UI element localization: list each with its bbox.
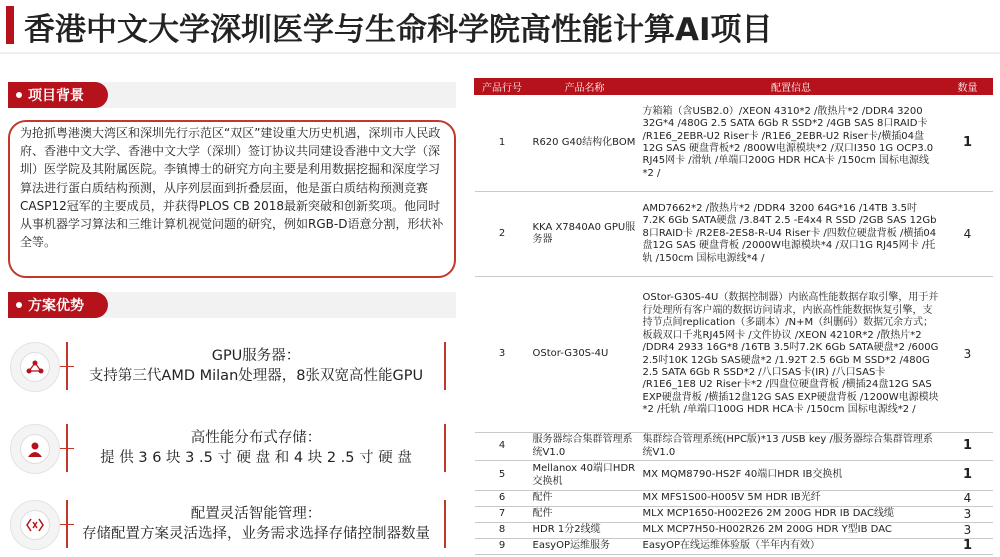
advantage-desc: 支持第三代AMD Milan处理器，8张双宽高性能GPU [88,368,424,384]
cell-qty: 1 [943,95,993,192]
cell-config: MLX MCP1650-H002E26 2M 200G HDR IB DAC线缆 [640,507,943,523]
cell-index: 2 [475,192,530,277]
advantage-flexible-management [6,496,454,554]
cell-config: MX MQM8790-HS2F 40端口HDR IB交换机 [640,461,943,491]
cell-index: 4 [475,433,530,461]
header-product-name: 产品名称 [530,79,640,95]
cell-config: EasyOP在线运维体验版（半年内有效） [640,539,943,555]
cell-name: HDR 1分2线缆 [530,523,640,539]
table-row [475,277,993,433]
cell-config: 集群综合管理系统(HPC版)*13 /USB key /服务器综合集群管理系统V1.0 [640,433,943,461]
cell-index: 6 [475,491,530,507]
section-heading-text: 项目背景 [28,88,84,104]
advantage-text-box [66,500,446,548]
cell-qty: 3 [943,507,993,523]
cell-qty: 3 [943,523,993,539]
advantage-desc: 提 供 3 6 块 3 .5 寸 硬 盘 和 4 块 2 .5 寸 硬 盘 [100,450,412,466]
header-line-number: 产品行号 [475,79,530,95]
advantage-title: 高性能分布式存储： [190,430,322,446]
cell-index: 1 [475,95,530,192]
cell-qty: 3 [943,277,993,433]
cell-index: 3 [475,277,530,433]
cell-name: R620 G40结构化BOM [530,95,640,192]
advantage-title: 配置灵活智能管理： [190,506,322,522]
advantage-text-box [66,424,446,472]
project-background-text: 为抢抓粤港澳大湾区和深圳先行示范区“双区”建设重大历史机遇，深圳市人民政府、香港中文大学、香港中文大学（深圳）签订协议共同建设香港中文大学（深圳）医学院及其附属医院。李镇博士的研究方向主要是利用数据挖掘和深度学习算法进行蛋白质结构预测，从序列层面到折叠层面，他是蛋白质结构预测竞赛CASP12冠军的主要成员，并获得PLOS CB 2018最新突破和创新奖项。他同时从事机器学习算法和三维计算机视觉问题的研究，例如RGB-D语意分割，形状补全等。 [20,126,444,250]
cell-name: OStor-G30S-4U [530,277,640,433]
cell-qty: 1 [943,461,993,491]
page-title: 香港中文大学深圳医学与生命科学院高性能计算AI项目 [24,12,773,48]
section-header-advantages [8,292,108,318]
cell-name: 服务器综合集群管理系统V1.0 [530,433,640,461]
table-row [475,507,993,523]
cell-qty: 1 [943,433,993,461]
title-accent-bar [6,6,14,44]
table-row [475,491,993,507]
table-row [475,523,993,539]
cell-qty: 4 [943,491,993,507]
cell-name: 配件 [530,491,640,507]
cell-config: 方箱箱（含USB2.0）/XEON 4310*2 /散热片*2 /DDR4 3200 32G*4 /480G 2.5 SATA 6Gb R SSD*2 /4GB SAS 8口RAID卡 /R1E6_2EBR-U2 Riser卡 /R1E6_2EBR-U2 Riser卡/横插04盘12G SAS 硬盘背板*2 /800W电源模块*2 /双口I350 1G OCP3.0 RJ45网卡 /滑轨 /单端口200G HDR HCA卡 /150cm 国标电源线*2 / [640,95,943,192]
code-bracket-icon [20,510,50,540]
advantage-desc: 存储配置方案灵活选择，业务需求选择存储控制器数量 [82,526,430,542]
table-row [475,433,993,461]
header-quantity: 数量 [943,79,993,95]
table-row [475,539,993,555]
section-heading-text: 方案优势 [28,298,84,314]
cell-name: Mellanox 40端口HDR交换机 [530,461,640,491]
advantage-icon-circle [10,342,60,392]
cell-config: OStor-G30S-4U（数据控制器）内嵌高性能数据存取引擎，用于并行处理所有客户端的数据访问请求，内嵌高性能数据恢复引擎，支持节点间replication（多副本）/N+M（纠删码）数据冗余方式；板载双口千兆RJ45网卡 /文件协议 /XEON 4210R*2 /散热片*2 /DDR4 2933 16G*8 /16TB 3.5吋7.2K 6Gb SATA硬盘*2 /600G 2.5吋10K 12Gb SAS硬盘*2 /1.92T 2.5 6Gb M SSD*2 /480G 2.5 SATA 6Gb R SSD*2 /八口SAS卡(IR) /八口SAS卡 /R1E6_1E8 U2 Riser卡*2 /四盘位硬盘背板 /横插24盘12G SAS EXP硬盘背板 /横插12盘12G SAS EXP硬盘背板 /1200W电源模块*2 /托轨 /单端口100G HDR HCA卡 /150cm 国标电源线*2 / [640,277,943,433]
cell-name: 配件 [530,507,640,523]
advantage-gpu-server [6,338,454,396]
cell-qty: 1 [943,539,993,555]
advantage-icon-circle [10,424,60,474]
advantage-title: GPU服务器： [211,348,301,364]
cell-index: 5 [475,461,530,491]
cell-index: 8 [475,523,530,539]
advantage-icon-circle [10,500,60,550]
table-row [475,192,993,277]
table-header-row [475,79,993,95]
table-row [475,461,993,491]
table-row [475,95,993,192]
user-icon [20,434,50,464]
title-divider [0,52,1000,54]
configuration-table [474,78,993,555]
cell-name: KKA X7840A0 GPU服务器 [530,192,640,277]
advantage-text-box [66,342,446,390]
cell-name: EasyOP运维服务 [530,539,640,555]
cell-config: MLX MCP7H50-H002R26 2M 200G HDR Y型IB DAC [640,523,943,539]
cell-config: MX MFS1S00-H005V 5M HDR IB光纤 [640,491,943,507]
header-config-info: 配置信息 [640,79,943,95]
advantage-distributed-storage [6,420,454,478]
cell-index: 9 [475,539,530,555]
cell-config: AMD7662*2 /散热片*2 /DDR4 3200 64G*16 /14TB 3.5吋 7.2K 6Gb SATA硬盘 /3.84T 2.5 -E4x4 R SSD /2GB SAS 12Gb 8口RAID卡 /R2E8-2ES8-R-U4 Riser卡 /四数位硬盘背板 /横插04盘12G SAS 硬盘背板 /2000W电源模块*4 /双口1G RJ45网卡 /托轨 /150cm 国标电源线*4 / [640,192,943,277]
project-background-box [8,120,456,278]
cell-qty: 4 [943,192,993,277]
section-header-project-background [8,82,108,108]
network-nodes-icon [20,352,50,382]
cell-index: 7 [475,507,530,523]
